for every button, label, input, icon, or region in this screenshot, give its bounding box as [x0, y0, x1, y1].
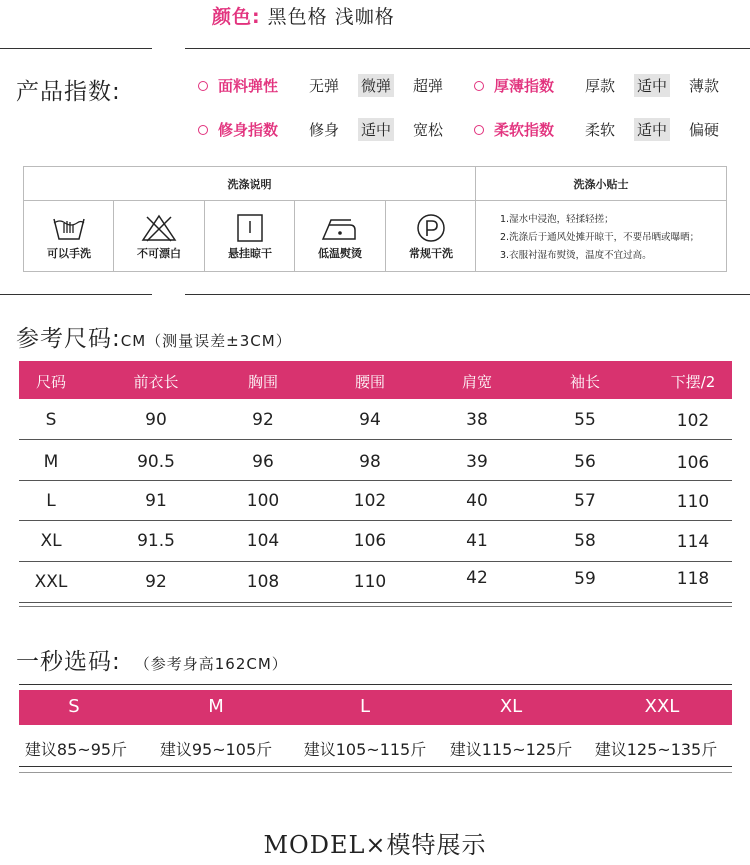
- color-label: 颜色:: [212, 6, 261, 28]
- quick-size-heading: [16, 643, 288, 676]
- index-option-selected: 适中: [358, 118, 394, 141]
- table-cell: 90.5: [137, 452, 175, 472]
- wash-item: [205, 203, 295, 261]
- table-row: [19, 399, 732, 440]
- wash-instructions-box: [23, 166, 727, 272]
- index-option-selected: 微弹: [358, 74, 394, 97]
- table-cell: 41: [466, 531, 488, 551]
- table-cell: L: [46, 491, 56, 511]
- table-cell: 94: [359, 410, 381, 430]
- quick-size-title: 一秒选码:: [16, 649, 121, 675]
- wash-item-label: 悬挂晾干: [228, 247, 272, 260]
- index-option: 偏硬: [689, 121, 720, 139]
- quick-size-advice-row: [19, 726, 732, 767]
- table-cell: 102: [676, 411, 710, 431]
- size-ref-heading: [16, 320, 292, 353]
- size-label: S: [68, 696, 80, 717]
- circle-bullet-icon: [474, 81, 484, 91]
- index-name: 厚薄指数: [494, 77, 555, 95]
- wash-item-label: 常规干洗: [409, 247, 453, 260]
- table-cell: 106: [353, 531, 387, 551]
- weight-advice: 建议95~105斤: [159, 740, 273, 759]
- table-cell: 91.5: [137, 531, 175, 551]
- table-cell: 40: [466, 491, 488, 511]
- wash-item-label: 不可漂白: [137, 247, 181, 260]
- divider: [0, 294, 152, 295]
- index-name: 修身指数: [218, 121, 279, 139]
- color-row: [212, 2, 395, 29]
- color-values: 黑色格 浅咖格: [267, 6, 395, 28]
- index-option: 宽松: [413, 121, 444, 139]
- index-name: 面料弹性: [218, 77, 279, 95]
- table-cell: 92: [145, 572, 167, 592]
- table-cell: 57: [574, 491, 596, 511]
- column-header: 肩宽: [461, 373, 493, 391]
- dry-clean-icon: [413, 213, 449, 243]
- weight-advice: 建议115~125斤: [449, 740, 573, 759]
- divider: [185, 48, 750, 49]
- column-header: 尺码: [35, 373, 67, 391]
- table-cell: XL: [40, 531, 62, 551]
- divider: [185, 294, 750, 295]
- column-header: 胸围: [247, 373, 279, 391]
- table-cell: 39: [466, 452, 488, 472]
- weight-advice: 建议85~95斤: [24, 740, 128, 759]
- wash-tips: [500, 211, 699, 265]
- wash-header-right: 洗涤小贴士: [476, 167, 726, 201]
- table-cell: 91: [145, 491, 167, 511]
- divider: [19, 606, 732, 607]
- table-cell: 92: [252, 410, 274, 430]
- quick-size-note: （参考身高162CM）: [134, 655, 288, 673]
- wash-item: [295, 203, 385, 261]
- column-header: 腰围: [354, 373, 386, 391]
- wash-item: [24, 203, 114, 261]
- size-label: XL: [499, 696, 523, 717]
- index-fabric-elasticity: [198, 74, 462, 97]
- index-option: 修身: [309, 121, 340, 139]
- table-cell: 102: [353, 491, 387, 511]
- index-fit: [198, 118, 462, 141]
- index-option: 超弹: [413, 77, 444, 95]
- table-cell: 118: [676, 569, 710, 589]
- divider: [19, 772, 732, 773]
- size-table-header: [19, 361, 732, 399]
- weight-advice: 建议105~115斤: [303, 740, 427, 759]
- index-option: 无弹: [309, 77, 340, 95]
- wash-tip: 3.衣服衬湿布熨烫，温度不宜过高。: [500, 250, 652, 261]
- hand-wash-icon: [51, 213, 87, 243]
- index-thickness: [474, 74, 738, 97]
- size-label: L: [359, 696, 371, 717]
- index-option-selected: 适中: [634, 74, 670, 97]
- index-name: 柔软指数: [494, 121, 555, 139]
- table-row: [19, 481, 732, 521]
- table-cell: 96: [252, 452, 274, 472]
- table-cell: 38: [466, 410, 488, 430]
- column-header: 袖长: [569, 373, 601, 391]
- table-cell: 114: [676, 532, 710, 552]
- size-ref-title: 参考尺码:: [16, 326, 121, 352]
- table-cell: 100: [246, 491, 280, 511]
- wash-tip: 2.洗涤后于通风处摊开晾干，不要吊晒或曝晒；: [500, 232, 700, 243]
- wash-item-label: 低温熨烫: [318, 247, 362, 260]
- table-cell: 55: [574, 410, 596, 430]
- table-cell: 42: [466, 568, 488, 588]
- quick-size-header: [19, 690, 732, 725]
- table-cell: 110: [676, 492, 710, 512]
- table-cell: S: [45, 410, 57, 430]
- wash-header-left: 洗涤说明: [24, 167, 475, 201]
- circle-bullet-icon: [198, 125, 208, 135]
- model-section-title: MODEL×模特展示: [263, 831, 487, 859]
- low-iron-icon: [320, 213, 360, 243]
- index-option: 柔软: [585, 121, 616, 139]
- table-row: [19, 562, 732, 603]
- table-cell: 56: [574, 452, 596, 472]
- table-cell: 58: [574, 531, 596, 551]
- table-cell: 90: [145, 410, 167, 430]
- index-option: 薄款: [689, 77, 720, 95]
- column-header: 前衣长: [133, 373, 179, 391]
- wash-item-label: 可以手洗: [47, 247, 91, 260]
- product-index-heading: 产品指数:: [16, 79, 121, 105]
- divider: [19, 684, 732, 685]
- circle-bullet-icon: [198, 81, 208, 91]
- index-softness: [474, 118, 738, 141]
- size-ref-note: CM（测量误差±3CM）: [120, 332, 292, 350]
- size-label: XXL: [644, 696, 680, 717]
- hang-dry-icon: [232, 213, 268, 243]
- table-row: [19, 521, 732, 562]
- table-cell: 98: [359, 452, 381, 472]
- weight-advice: 建议125~135斤: [594, 740, 718, 759]
- table-cell: 59: [574, 569, 596, 589]
- circle-bullet-icon: [474, 125, 484, 135]
- table-cell: 104: [246, 531, 280, 551]
- column-header: 下摆/2: [670, 373, 716, 391]
- size-label: M: [208, 696, 224, 717]
- table-cell: 110: [353, 572, 387, 592]
- wash-item: [386, 203, 476, 261]
- wash-item: [114, 203, 204, 261]
- index-option-selected: 适中: [634, 118, 670, 141]
- divider: [0, 48, 152, 49]
- table-cell: XXL: [34, 572, 68, 592]
- table-cell: 108: [246, 572, 280, 592]
- index-option: 厚款: [585, 77, 616, 95]
- table-row: [19, 440, 732, 481]
- table-cell: M: [43, 452, 59, 472]
- table-cell: 106: [676, 453, 710, 473]
- wash-tip: 1.湿水中浸泡，轻揉轻搓；: [500, 214, 614, 225]
- no-bleach-icon: [141, 213, 177, 243]
